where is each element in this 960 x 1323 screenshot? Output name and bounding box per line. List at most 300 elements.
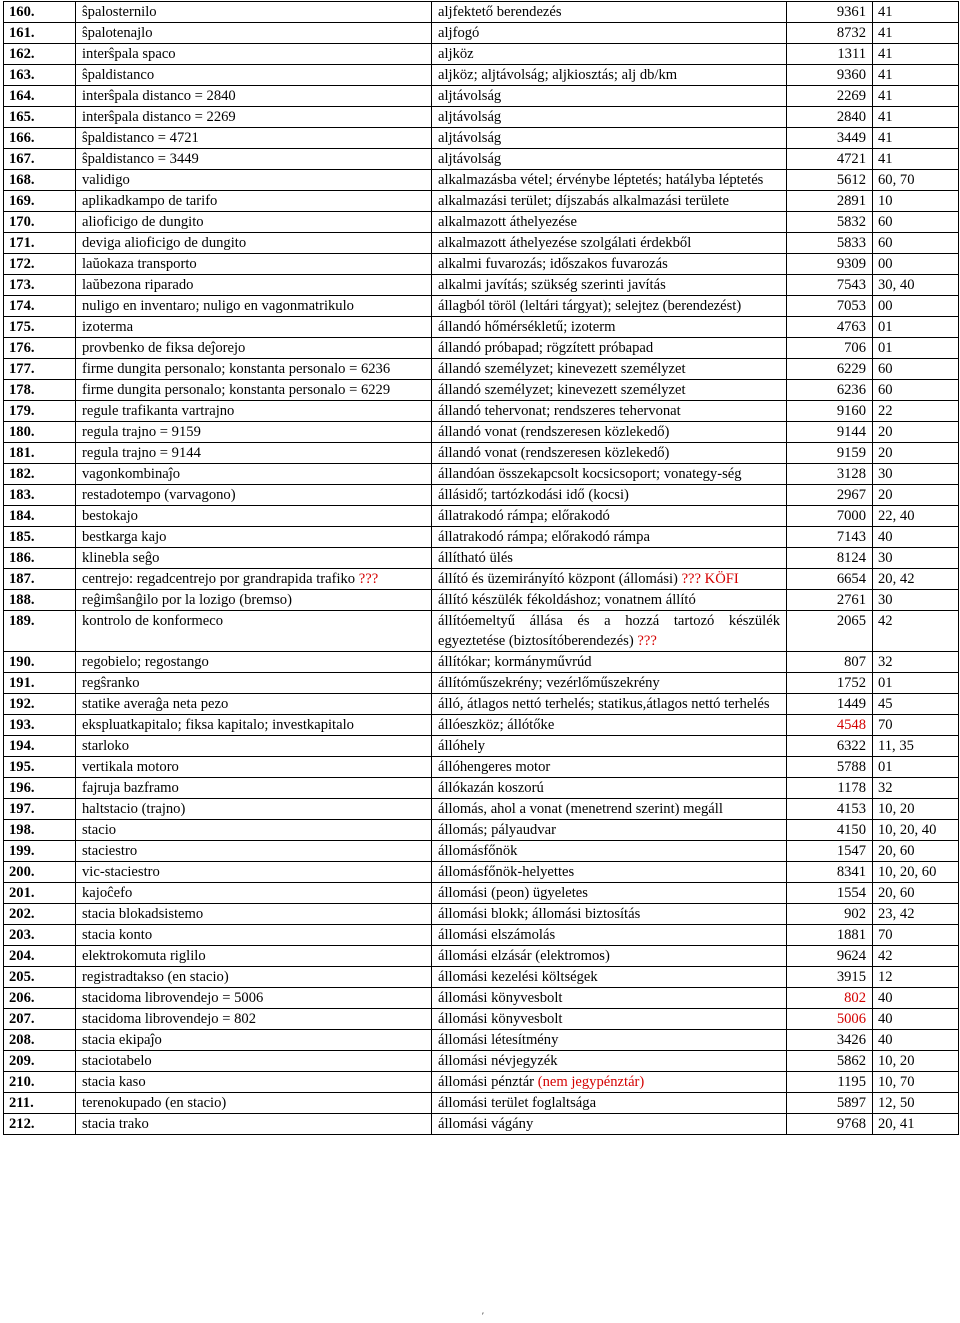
hungarian-term-text: állandó tehervonat; rendszeres tehervonat [438,403,681,419]
esperanto-term-text: validigo [82,172,130,188]
term-code: 4153 [787,799,873,820]
esperanto-term [76,233,432,254]
hungarian-term-text: állandó vonat (rendszeresen közlekedő) [438,445,670,461]
hungarian-term [432,1072,787,1093]
esperanto-term-text: ŝpalotenajlo [82,25,153,41]
row-number: 173. [4,275,76,296]
esperanto-term [76,569,432,590]
esperanto-term-text: kajoĉefo [82,885,133,901]
table-row [4,254,959,275]
esperanto-term-text: reĝimŝanĝilo por la lozigo (bremso) [82,592,292,608]
table-row [4,715,959,736]
category-ref: 41 [873,2,959,23]
category-ref: 30 [873,548,959,569]
table-row [4,569,959,590]
esperanto-term-text: interŝpala distanco = 2269 [82,109,236,125]
esperanto-term-text: staciestro [82,843,138,859]
hungarian-term [432,233,787,254]
esperanto-term [76,694,432,715]
row-number: 176. [4,338,76,359]
row-number: 185. [4,527,76,548]
esperanto-term [76,464,432,485]
category-ref: 30 [873,464,959,485]
category-ref: 10 [873,191,959,212]
hungarian-term-text: állító készülék fékoldáshoz; vonatnem állító [438,592,696,608]
category-ref: 20, 41 [873,1114,959,1135]
row-number: 206. [4,988,76,1009]
row-number: 208. [4,1030,76,1051]
esperanto-term [76,23,432,44]
hungarian-term [432,296,787,317]
category-ref: 20 [873,485,959,506]
term-code: 6229 [787,359,873,380]
hungarian-term [432,548,787,569]
term-code: 1449 [787,694,873,715]
hungarian-term-text: aljtávolság [438,88,502,104]
row-number: 165. [4,107,76,128]
row-number: 190. [4,652,76,673]
esperanto-term [76,65,432,86]
term-code: 807 [787,652,873,673]
hungarian-term-text: állító és üzemirányító központ (állomási) [438,571,678,587]
category-ref: 40 [873,1030,959,1051]
esperanto-term [76,883,432,904]
hungarian-term [432,107,787,128]
hungarian-term [432,778,787,799]
row-number: 166. [4,128,76,149]
hungarian-term [432,611,787,652]
row-number: 197. [4,799,76,820]
esperanto-term [76,1114,432,1135]
hungarian-term-text: alkalmi javítás; szükség szerinti javítás [438,277,666,293]
row-number: 203. [4,925,76,946]
esperanto-term-text: starloko [82,738,130,754]
category-ref: 41 [873,86,959,107]
row-number: 186. [4,548,76,569]
row-number: 172. [4,254,76,275]
table-row [4,128,959,149]
hungarian-term [432,128,787,149]
hungarian-term [432,317,787,338]
esperanto-term [76,652,432,673]
esperanto-term-text: bestokajo [82,508,138,524]
table-row [4,464,959,485]
term-code: 1547 [787,841,873,862]
esperanto-term-text: stacidoma librovendejo = 802 [82,1011,256,1027]
esperanto-term-text: ŝpaldistanco = 4721 [82,130,199,146]
category-ref: 20, 42 [873,569,959,590]
hungarian-term [432,44,787,65]
esperanto-term [76,422,432,443]
table-row [4,611,959,652]
hungarian-term-text: állomási elszámolás [438,927,556,943]
table-row [4,422,959,443]
esperanto-term [76,967,432,988]
table-row [4,1072,959,1093]
hungarian-term [432,652,787,673]
table-row [4,527,959,548]
row-number: 161. [4,23,76,44]
term-code: 3915 [787,967,873,988]
term-code: 706 [787,338,873,359]
category-ref: 60, 70 [873,170,959,191]
category-ref: 00 [873,296,959,317]
hungarian-term-text: állóeszköz; állótőke [438,717,555,733]
hungarian-term [432,338,787,359]
hungarian-term [432,506,787,527]
term-code: 2269 [787,86,873,107]
term-code: 4721 [787,149,873,170]
esperanto-term [76,2,432,23]
uncertain-mark: ??? KÖFI [681,571,739,587]
esperanto-term-text: interŝpala spaco [82,46,176,62]
hungarian-term [432,946,787,967]
hungarian-term-text: állomási terület foglaltsága [438,1095,597,1111]
table-row [4,401,959,422]
table-row [4,1051,959,1072]
term-code: 2891 [787,191,873,212]
hungarian-term-text: aljtávolság [438,151,502,167]
row-number: 205. [4,967,76,988]
hungarian-term-text: állomási kezelési költségek [438,969,598,985]
esperanto-term [76,1072,432,1093]
row-number: 202. [4,904,76,925]
hungarian-term [432,422,787,443]
esperanto-term [76,778,432,799]
esperanto-term [76,317,432,338]
row-number: 194. [4,736,76,757]
hungarian-term [432,988,787,1009]
hungarian-term [432,694,787,715]
term-code: 7000 [787,506,873,527]
term-code: 7053 [787,296,873,317]
hungarian-term-text: állandó hőmérsékletű; izoterm [438,319,616,335]
term-code: 5006 [787,1009,873,1030]
hungarian-term [432,1009,787,1030]
hungarian-term [432,967,787,988]
category-ref: 12 [873,967,959,988]
hungarian-term [432,883,787,904]
table-row [4,590,959,611]
table-row [4,191,959,212]
esperanto-term [76,275,432,296]
esperanto-term-text: bestkarga kajo [82,529,167,545]
category-ref: 22 [873,401,959,422]
term-code: 802 [787,988,873,1009]
table-row [4,149,959,170]
hungarian-term [432,715,787,736]
esperanto-term-text: registradtakso (en stacio) [82,969,229,985]
esperanto-term [76,170,432,191]
category-ref: 30, 40 [873,275,959,296]
term-code: 2065 [787,611,873,652]
row-number: 171. [4,233,76,254]
category-ref: 41 [873,44,959,65]
hungarian-term [432,904,787,925]
hungarian-term-text: állomási névjegyzék [438,1053,558,1069]
row-number: 187. [4,569,76,590]
table-row [4,212,959,233]
esperanto-term [76,548,432,569]
term-code: 9159 [787,443,873,464]
term-code: 5612 [787,170,873,191]
hungarian-term-text: állandó személyzet; kinevezett személyzet [438,382,686,398]
term-code: 7143 [787,527,873,548]
hungarian-term [432,254,787,275]
uncertain-mark: ??? [358,571,379,587]
esperanto-term-text: laŭokaza transporto [82,256,197,272]
hungarian-term [432,485,787,506]
row-number: 211. [4,1093,76,1114]
table-row [4,925,959,946]
hungarian-term [432,527,787,548]
hungarian-term-text: állatrakodó rámpa; előrakodó rámpa [438,529,650,545]
term-code: 4150 [787,820,873,841]
term-code: 9144 [787,422,873,443]
term-code: 6236 [787,380,873,401]
hungarian-term-text: állandó személyzet; kinevezett személyzet [438,361,686,377]
row-number: 164. [4,86,76,107]
esperanto-term-text: elektrokomuta riglilo [82,948,206,964]
hungarian-term-text: aljtávolság [438,109,502,125]
table-row [4,548,959,569]
table-row [4,736,959,757]
glossary-table [3,1,959,1135]
table-row [4,107,959,128]
esperanto-term [76,527,432,548]
table-row [4,946,959,967]
category-ref: 60 [873,212,959,233]
term-code: 5862 [787,1051,873,1072]
row-number: 210. [4,1072,76,1093]
esperanto-term-text: alioficigo de dungito [82,214,204,230]
uncertain-mark: (nem jegypénztár) [537,1074,645,1090]
category-ref: 23, 42 [873,904,959,925]
hungarian-term-text: állókazán koszorú [438,780,544,796]
esperanto-term [76,946,432,967]
category-ref: 45 [873,694,959,715]
category-ref: 22, 40 [873,506,959,527]
esperanto-term [76,925,432,946]
category-ref: 30 [873,590,959,611]
category-ref: 70 [873,715,959,736]
category-ref: 01 [873,673,959,694]
row-number: 162. [4,44,76,65]
category-ref: 60 [873,359,959,380]
term-code: 9361 [787,2,873,23]
esperanto-term [76,44,432,65]
table-row [4,380,959,401]
hungarian-term [432,757,787,778]
hungarian-term-text: állomásfőnök [438,843,518,859]
row-number: 163. [4,65,76,86]
term-code: 5832 [787,212,873,233]
category-ref: 20, 60 [873,883,959,904]
table-row [4,862,959,883]
table-row [4,967,959,988]
esperanto-term-text: kontrolo de konformeco [82,613,224,629]
row-number: 188. [4,590,76,611]
table-row [4,317,959,338]
esperanto-term [76,191,432,212]
term-code: 5788 [787,757,873,778]
hungarian-term-text: állomásfőnök-helyettes [438,864,575,880]
row-number: 198. [4,820,76,841]
hungarian-term-text: állandó próbapad; rögzített próbapad [438,340,654,356]
table-row [4,673,959,694]
esperanto-term [76,862,432,883]
row-number: 209. [4,1051,76,1072]
category-ref: 01 [873,338,959,359]
hungarian-term [432,401,787,422]
esperanto-term-text: regula trajno = 9144 [82,445,201,461]
hungarian-term [432,86,787,107]
term-code: 7543 [787,275,873,296]
term-code: 2967 [787,485,873,506]
category-ref: 41 [873,107,959,128]
category-ref: 01 [873,757,959,778]
esperanto-term-text: deviga alioficigo de dungito [82,235,247,251]
row-number: 183. [4,485,76,506]
hungarian-term [432,149,787,170]
hungarian-term-text: állóhengeres motor [438,759,551,775]
hungarian-term-text: aljfektető berendezés [438,4,562,20]
hungarian-term [432,569,787,590]
term-code: 8124 [787,548,873,569]
row-number: 207. [4,1009,76,1030]
term-code: 5833 [787,233,873,254]
category-ref: 60 [873,380,959,401]
hungarian-term [432,212,787,233]
category-ref: 60 [873,233,959,254]
hungarian-term-text: állomási (peon) ügyeletes [438,885,588,901]
hungarian-term-text: állítóemeltyű állása és a hozzá tartozó készülék egyeztetése (biztosítóberendezés) [438,613,780,649]
esperanto-term-text: izoterma [82,319,134,335]
hungarian-term [432,443,787,464]
esperanto-term-text: vertikala motoro [82,759,179,775]
term-code: 3128 [787,464,873,485]
esperanto-term-text: fajruja bazframo [82,780,179,796]
hungarian-term [432,799,787,820]
category-ref: 40 [873,1009,959,1030]
category-ref: 11, 35 [873,736,959,757]
hungarian-term-text: aljtávolság [438,130,502,146]
esperanto-term [76,799,432,820]
category-ref: 32 [873,652,959,673]
term-code: 3449 [787,128,873,149]
row-number: 191. [4,673,76,694]
esperanto-term [76,149,432,170]
esperanto-term [76,506,432,527]
row-number: 199. [4,841,76,862]
category-ref: 42 [873,611,959,652]
term-code: 9360 [787,65,873,86]
esperanto-term-text: stacio [82,822,117,838]
row-number: 175. [4,317,76,338]
esperanto-term-text: laŭbezona riparado [82,277,194,293]
hungarian-term-text: állítható ülés [438,550,513,566]
esperanto-term-text: vagonkombinaĵo [82,466,181,482]
hungarian-term-text: aljköz [438,46,474,62]
category-ref: 10, 20 [873,1051,959,1072]
table-row [4,233,959,254]
term-code: 1752 [787,673,873,694]
hungarian-term-text: állítóműszekrény; vezérlőműszekrény [438,675,660,691]
row-number: 212. [4,1114,76,1135]
category-ref: 20 [873,443,959,464]
hungarian-term-text: állítókar; kormányművrúd [438,654,592,670]
term-code: 8341 [787,862,873,883]
hungarian-term [432,170,787,191]
esperanto-term-text: regŝranko [82,675,140,691]
table-row [4,1114,959,1135]
esperanto-term-text: statike averaĝa neta pezo [82,696,229,712]
row-number: 181. [4,443,76,464]
esperanto-term-text: nuligo en inventaro; nuligo en vagonmatrikulo [82,298,354,314]
esperanto-term-text: klinebla seĝo [82,550,160,566]
esperanto-term-text: aplikadkampo de tarifo [82,193,218,209]
esperanto-term [76,841,432,862]
hungarian-term [432,464,787,485]
table-row [4,820,959,841]
table-row [4,23,959,44]
esperanto-term [76,296,432,317]
esperanto-term [76,757,432,778]
table-row [4,359,959,380]
term-code: 4763 [787,317,873,338]
hungarian-term [432,862,787,883]
esperanto-term-text: stacia konto [82,927,153,943]
esperanto-term [76,590,432,611]
table-row [4,652,959,673]
category-ref: 41 [873,128,959,149]
hungarian-term [432,23,787,44]
table-row [4,883,959,904]
esperanto-term-text: ekspluatkapitalo; fiksa kapitalo; investkapitalo [82,717,354,733]
term-code: 1178 [787,778,873,799]
term-code: 9624 [787,946,873,967]
table-row [4,485,959,506]
esperanto-term [76,904,432,925]
table-row [4,904,959,925]
row-number: 192. [4,694,76,715]
esperanto-term-text: stacia ekipaĵo [82,1032,162,1048]
row-number: 189. [4,611,76,652]
esperanto-term [76,107,432,128]
table-row [4,799,959,820]
esperanto-term-text: provbenko de fiksa deĵorejo [82,340,246,356]
hungarian-term-text: állomási vágány [438,1116,534,1132]
hungarian-term-text: állagból töröl (leltári tárgyat); selejtez (berendezést) [438,298,742,314]
hungarian-term-text: állomási elzásár (elektromos) [438,948,610,964]
esperanto-term [76,715,432,736]
category-ref: 20, 60 [873,841,959,862]
hungarian-term [432,2,787,23]
esperanto-term-text: regula trajno = 9159 [82,424,201,440]
row-number: 167. [4,149,76,170]
category-ref: 10, 20 [873,799,959,820]
table-row [4,170,959,191]
hungarian-term-text: állomási könyvesbolt [438,1011,563,1027]
hungarian-term [432,1051,787,1072]
term-code: 1195 [787,1072,873,1093]
row-number: 193. [4,715,76,736]
row-number: 195. [4,757,76,778]
category-ref: 70 [873,925,959,946]
row-number: 160. [4,2,76,23]
esperanto-term-text: terenokupado (en stacio) [82,1095,227,1111]
esperanto-term-text: firme dungita personalo; konstanta personalo = 6229 [82,382,391,398]
